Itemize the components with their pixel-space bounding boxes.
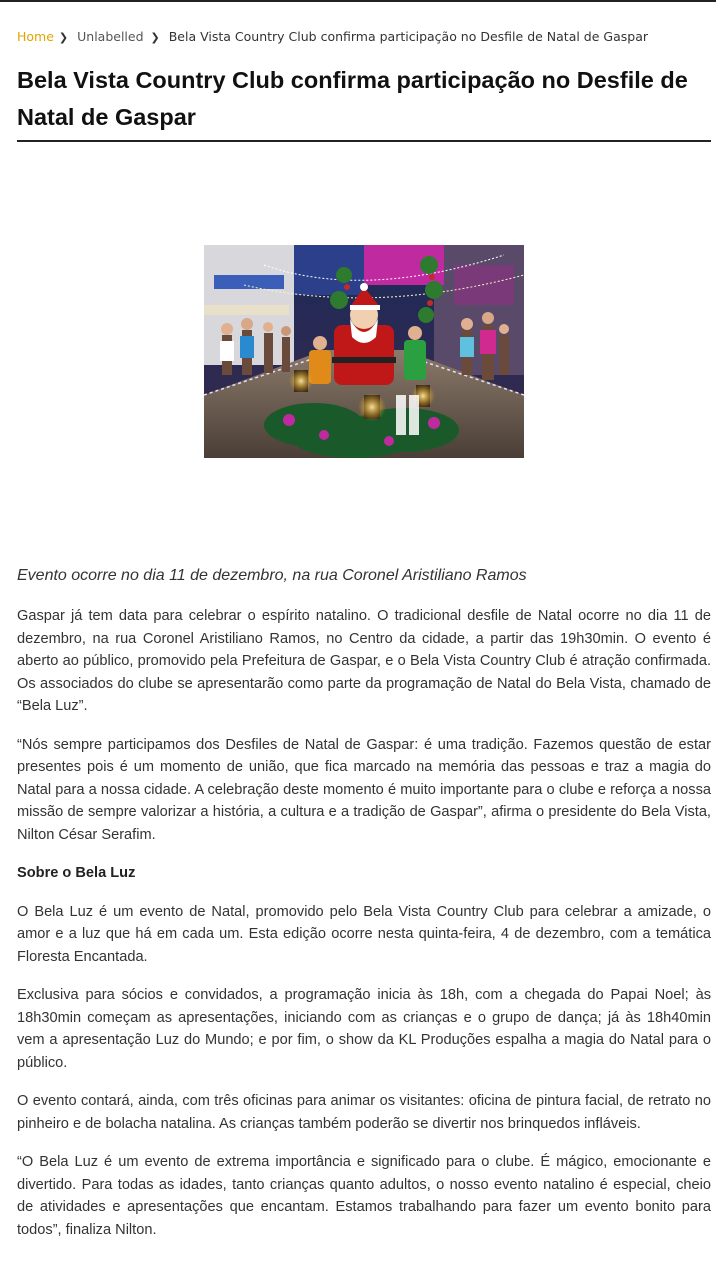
article-body <box>17 560 711 1241</box>
article-paragraph: “O Bela Luz é um evento de extrema importância e significado para o clube. É mágico, emocionante e divertido. Para todas as idades, tanto crianças quanto adultos, o nosso evento natalino é especial, cheio de atividades e apresentações que encantam. Estamos trabalhando para fazer um evento bonito para todos”, finaliza Nilton. <box>17 1154 711 1238</box>
breadcrumb-category-link[interactable]: Unlabelled <box>77 29 144 44</box>
breadcrumb-current: Bela Vista Country Club confirma participação no Desfile de Natal de Gaspar <box>168 29 649 44</box>
title-divider <box>17 140 711 142</box>
article-paragraph: O Bela Luz é um evento de Natal, promovido pelo Bela Vista Country Club para celebrar a amizade, o amor e a luz que há em cada um. Esta edição ocorre nesta quinta-feira, 4 de dezembro, com a temática Floresta Encantada. <box>17 903 711 965</box>
article-paragraph: Gaspar já tem data para celebrar o espírito natalino. O tradicional desfile de Natal ocorre no dia 11 de dezembro, na rua Coronel Aristiliano Ramos, no Centro da cidade, a partir das 19h30min. O evento é aberto ao público, promovido pela Prefeitura de Gaspar, e o Bela Vista Country Club é atração confirmada. Os associados do clube se apresentarão como parte da programação de Natal do Bela Vista, chamado de “Bela Luz”. <box>17 608 711 714</box>
chevron-right-icon: ❯ <box>58 31 69 44</box>
page-title: Bela Vista Country Club confirma participação no Desfile de Natal de Gaspar <box>17 67 688 130</box>
article-photo <box>204 245 524 458</box>
chevron-right-icon: ❯ <box>150 31 160 44</box>
section-heading: Sobre o Bela Luz <box>17 865 136 881</box>
article-paragraph: Exclusiva para sócios e convidados, a programação inicia às 18h, com a chegada do Papai Noel; às 18h30min começam as apresentações, iniciando com as crianças e o grupo de dança; já às 18h40min vem a apresentação Luz do Mundo; e por fim, o show da KL Produções espalha a magia do Natal para o público. <box>17 987 711 1071</box>
breadcrumb-home-link[interactable]: Home <box>17 29 54 44</box>
top-divider <box>0 0 716 2</box>
breadcrumb <box>17 29 648 44</box>
article-paragraph: “Nós sempre participamos dos Desfiles de Natal de Gaspar: é uma tradição. Fazemos questão de estar presentes pois é um momento de união, que fica marcado na memória das pessoas e traz a magia do Natal para a nossa cidade. A celebração deste momento é muito importante para o clube e reforça a nossa missão de sempre valorizar a história, a cultura e a tradição de Gaspar”, afirma o presidente do Bela Vista, Nilton César Serafim. <box>17 736 711 843</box>
article-paragraph: O evento contará, ainda, com três oficinas para animar os visitantes: oficina de pintura facial, de retrato no pinheiro e de bolacha natalina. As crianças também poderão se divertir nos brinquedos infláveis. <box>17 1093 711 1132</box>
article-subtitle: Evento ocorre no dia 11 de dezembro, na rua Coronel Aristiliano Ramos <box>17 567 527 584</box>
